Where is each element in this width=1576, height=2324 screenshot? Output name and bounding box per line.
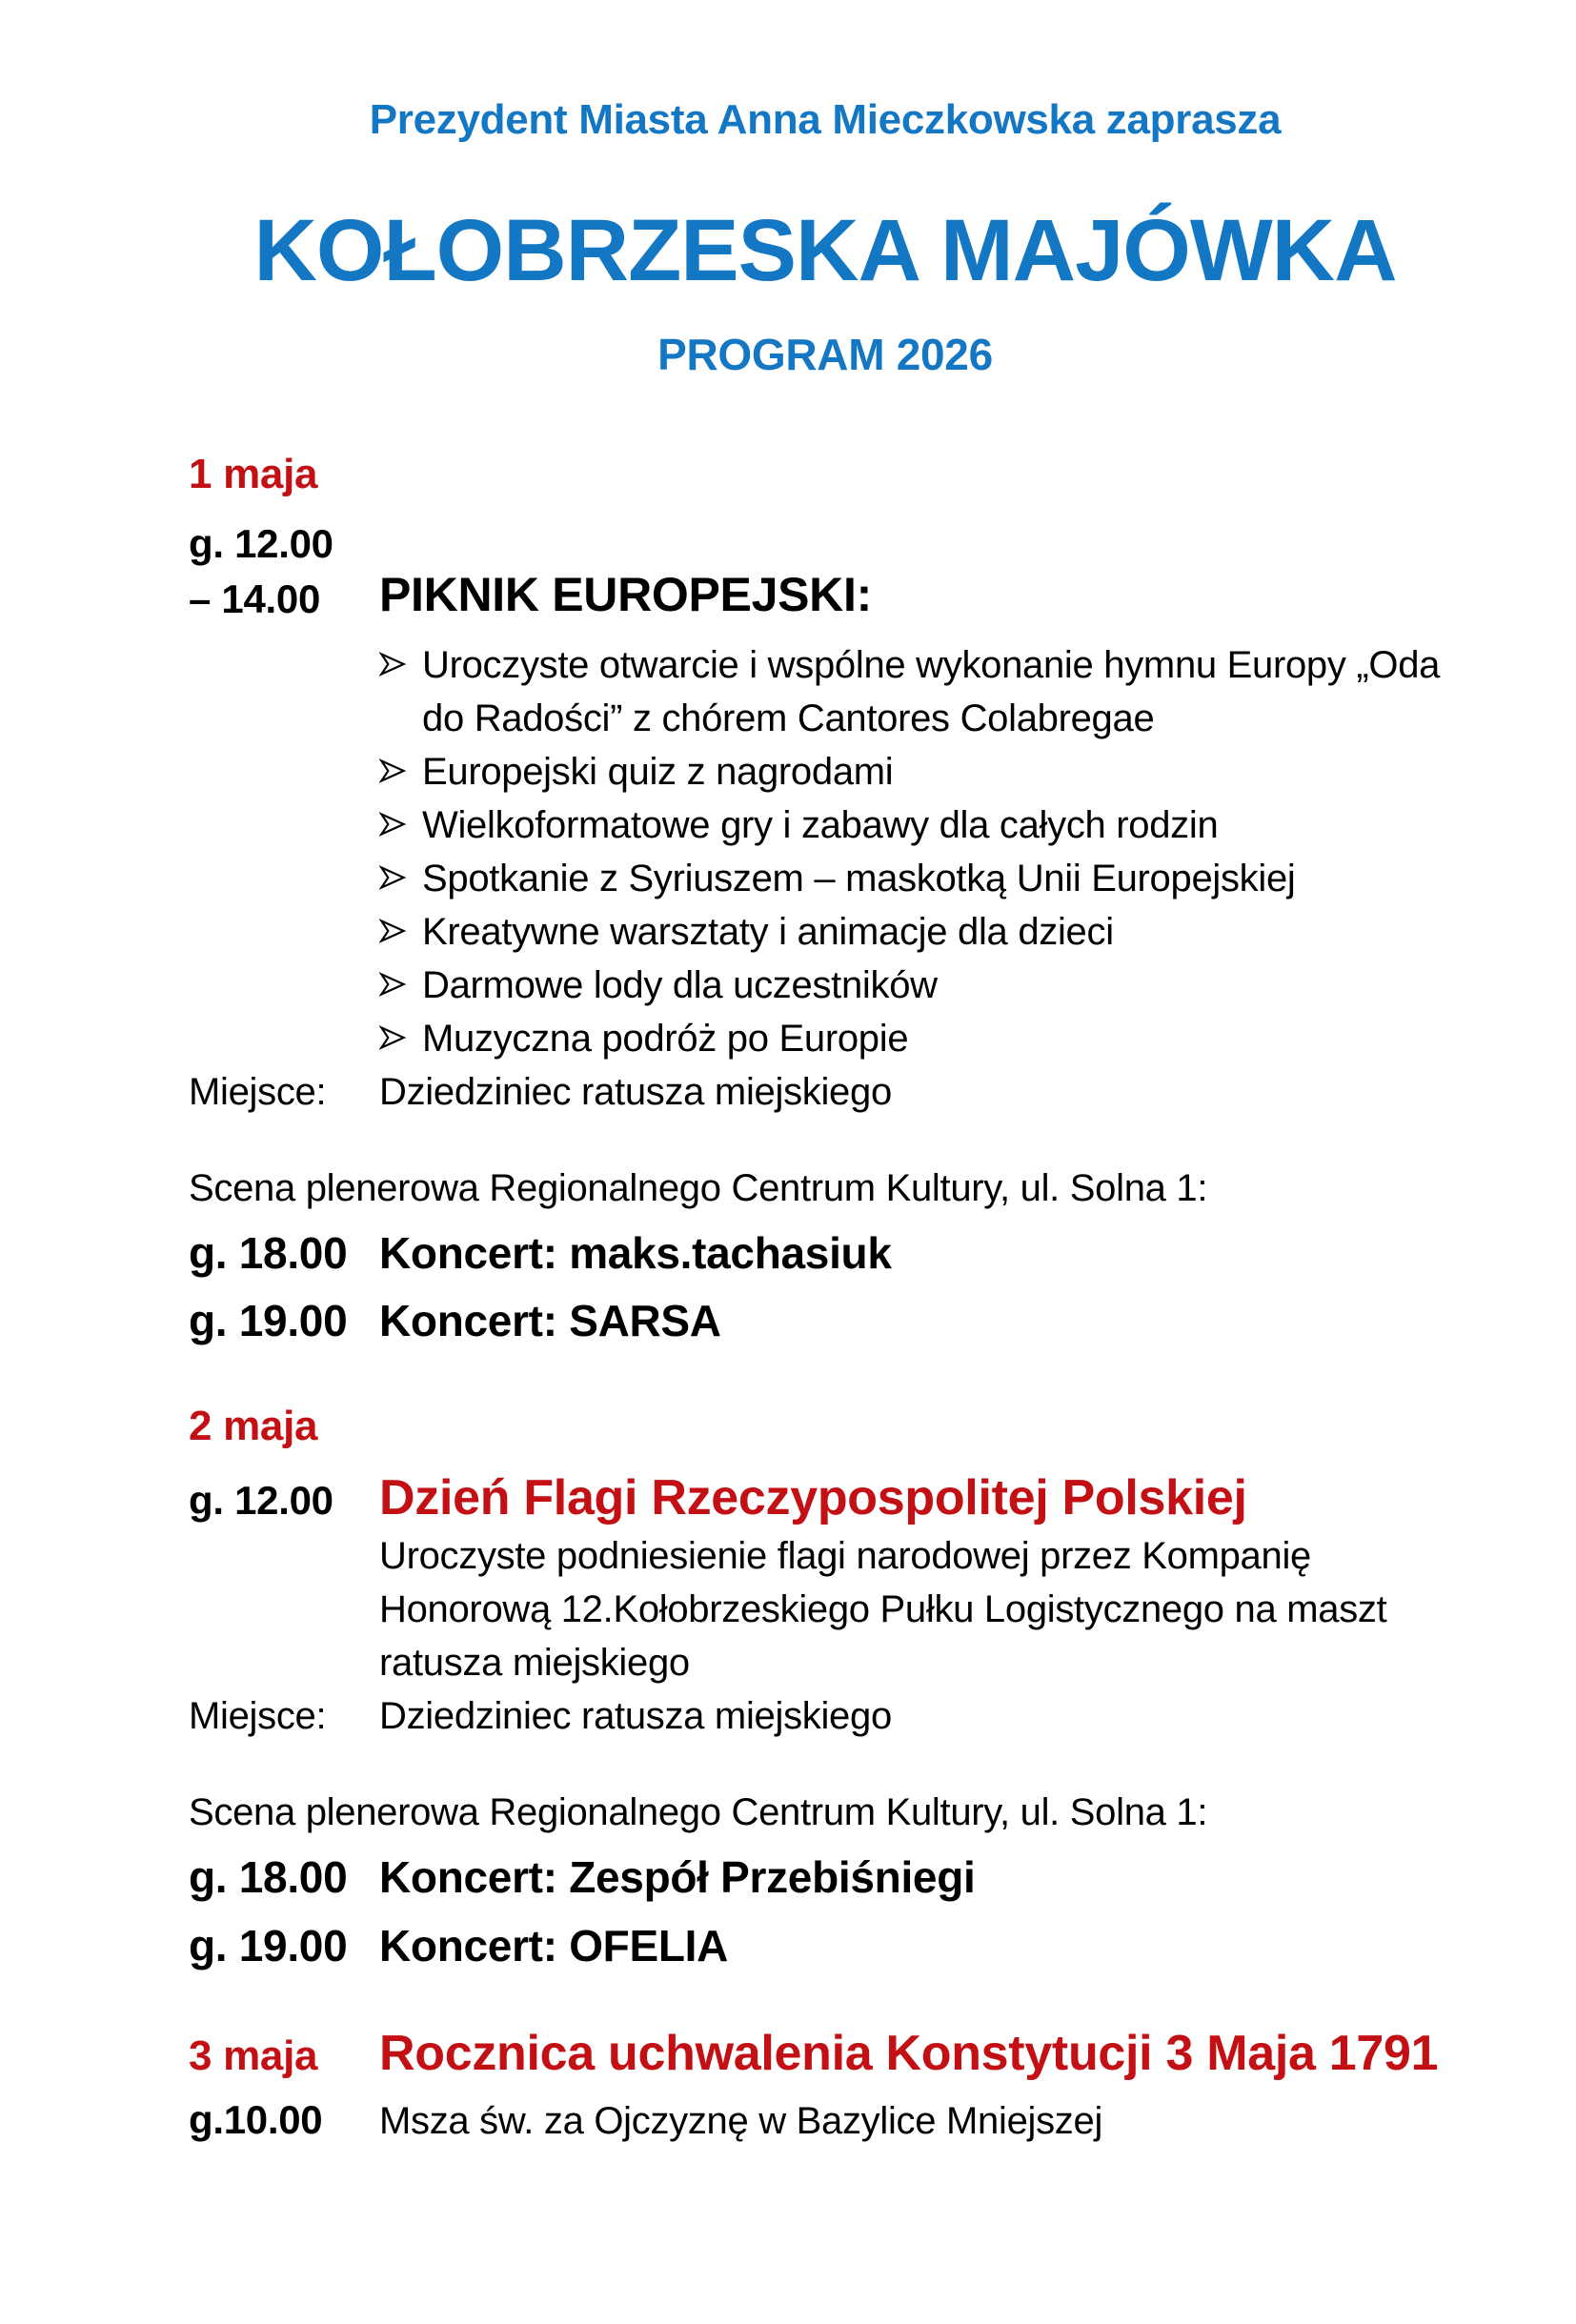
program-subtitle: PROGRAM 2026 <box>657 329 993 379</box>
concert-title: Koncert: SARSA <box>379 1296 721 1346</box>
list-item-text: Kreatywne warsztaty i animacje dla dzieci <box>422 910 1114 953</box>
event-row-flag-day <box>189 1467 1462 1529</box>
event-row-constitution-day <box>189 2023 1462 2085</box>
concert-time: g. 19.00 <box>189 1920 348 1970</box>
time-column <box>189 519 379 625</box>
arrow-bullet-icon <box>379 864 406 891</box>
event-row-piknik <box>189 519 1462 625</box>
concert-row <box>189 1225 1462 1283</box>
place-row <box>189 1689 1462 1743</box>
concert-title: Koncert: OFELIA <box>379 1920 729 1970</box>
list-item <box>379 798 1462 852</box>
invitation-line: Prezydent Miasta Anna Mieczkowska zaprasza <box>369 96 1282 143</box>
list-item <box>379 638 1462 745</box>
list-item-text: Europejski quiz z nagrodami <box>422 750 894 793</box>
event-description: Msza św. za Ojczyznę w Bazylice Mniejszej <box>379 2099 1103 2142</box>
time-end: – 14.00 <box>189 576 321 622</box>
date-heading-2-maja: 2 maja <box>189 1403 318 1450</box>
list-item-text: Muzyczna podróż po Europie <box>422 1017 909 1060</box>
list-item <box>379 745 1462 798</box>
event-title-piknik: PIKNIK EUROPEJSKI: <box>379 568 872 622</box>
arrow-bullet-icon <box>379 811 406 838</box>
concert-time: g. 19.00 <box>189 1296 348 1346</box>
event-title-column <box>379 565 1462 625</box>
mass-row <box>189 2094 1462 2148</box>
list-item-text: Spotkanie z Syriuszem – maskotką Unii Europejskiej <box>422 857 1296 899</box>
place-label: Miejsce: <box>189 1694 327 1737</box>
concert-time: g. 18.00 <box>189 1227 348 1278</box>
arrow-bullet-icon <box>379 651 406 677</box>
list-item-text: Uroczyste otwarcie i wspólne wykonanie hymnu Europy „Oda do Radości” z chórem Cantores Colabregae <box>422 643 1441 739</box>
list-item <box>379 905 1462 959</box>
place-value: Dziedziniec ratusza miejskiego <box>379 1694 892 1737</box>
piknik-activities-list <box>189 638 1462 1065</box>
event-time: g.10.00 <box>189 2096 323 2142</box>
concert-row <box>189 1918 1462 1975</box>
arrow-bullet-icon <box>379 971 406 998</box>
event-time: g. 12.00 <box>189 1477 333 1523</box>
date-heading-3-maja: 3 maja <box>189 2031 318 2079</box>
event-title-constitution: Rocznica uchwalenia Konstytucji 3 Maja 1791 <box>379 2025 1439 2081</box>
event-title-flag-day: Dzień Flagi Rzeczypospolitej Polskiej <box>379 1469 1247 1526</box>
list-item <box>379 959 1462 1012</box>
list-item-text: Wielkoformatowe gry i zabawy dla całych rodzin <box>422 803 1219 846</box>
list-item <box>379 1012 1462 1065</box>
place-value: Dziedziniec ratusza miejskiego <box>379 1070 892 1113</box>
concert-title: Koncert: Zespół Przebiśniegi <box>379 1851 976 1902</box>
arrow-bullet-icon <box>379 1024 406 1051</box>
date-heading-1-maja: 1 maja <box>189 450 318 497</box>
event-description-row <box>189 1529 1462 1689</box>
venue-line: Scena plenerowa Regionalnego Centrum Kultury, ul. Solna 1: <box>189 1166 1208 1209</box>
place-row <box>189 1065 1462 1119</box>
concert-title: Koncert: maks.tachasiuk <box>379 1227 892 1278</box>
concert-row <box>189 1849 1462 1907</box>
list-item-text: Darmowe lody dla uczestników <box>422 963 938 1006</box>
list-item <box>379 852 1462 905</box>
program-document-page <box>0 95 1576 2324</box>
place-label: Miejsce: <box>189 1070 327 1113</box>
arrow-bullet-icon <box>379 758 406 784</box>
event-description: Uroczyste podniesienie flagi narodowej przez Kompanię Honorową 12.Kołobrzeskiego Pułku Logistycznego na maszt ratusza miejskiego <box>379 1534 1387 1684</box>
venue-line: Scena plenerowa Regionalnego Centrum Kultury, ul. Solna 1: <box>189 1790 1208 1833</box>
time-start: g. 12.00 <box>189 520 333 566</box>
page-title: KOŁOBRZESKA MAJÓWKA <box>253 201 1397 299</box>
concert-time: g. 18.00 <box>189 1851 348 1902</box>
arrow-bullet-icon <box>379 918 406 944</box>
concert-row <box>189 1293 1462 1350</box>
